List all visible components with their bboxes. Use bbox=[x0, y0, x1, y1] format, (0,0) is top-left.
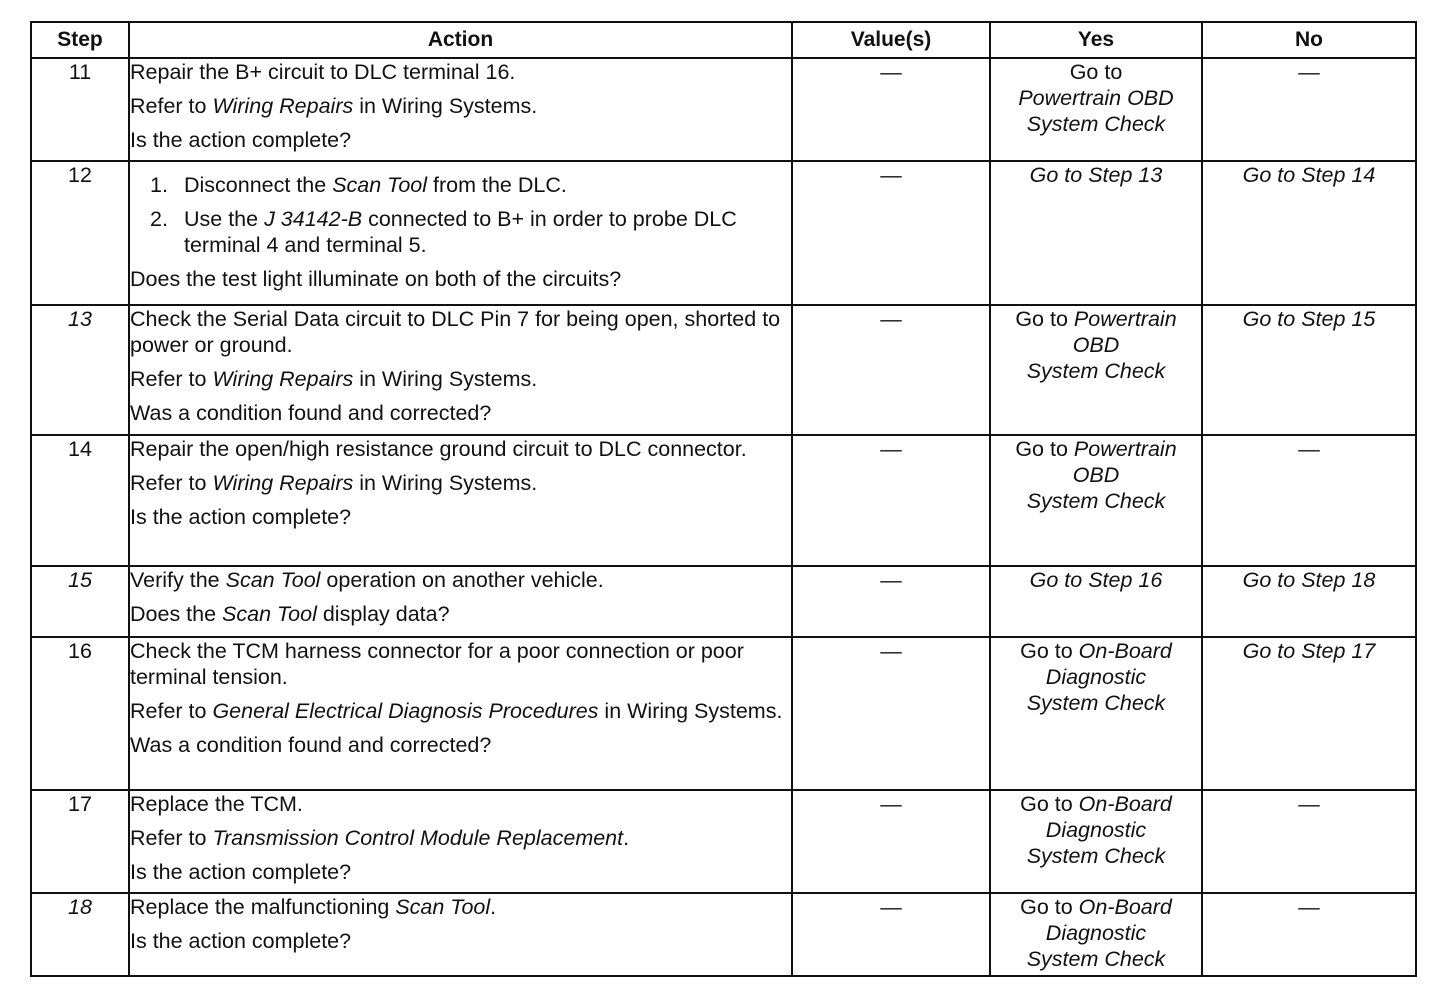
action-text: Refer to Wiring Repairs in Wiring Systems. bbox=[130, 367, 538, 391]
list-text: Use the J 34142-B connected to B+ in order to probe DLC terminal 4 and terminal 5. bbox=[184, 207, 737, 257]
italic-ref: On-Board bbox=[1078, 639, 1172, 663]
action-cell bbox=[129, 893, 792, 976]
italic-ref: System Check bbox=[1026, 844, 1166, 868]
action-text: Refer to Transmission Control Module Replacement. bbox=[130, 826, 630, 850]
italic-ref: Diagnostic bbox=[1045, 921, 1147, 945]
italic-ref: System Check bbox=[1026, 112, 1166, 136]
italic-ref: Diagnostic bbox=[1045, 818, 1147, 842]
header-values: Value(s) bbox=[792, 22, 990, 58]
yes-text bbox=[991, 817, 1201, 843]
no-cell: — bbox=[1202, 893, 1416, 976]
action-text: Refer to Wiring Repairs in Wiring Systems. bbox=[130, 94, 538, 118]
list-number: 2. bbox=[150, 207, 168, 231]
yes-text bbox=[991, 567, 1201, 593]
italic-ref: Go to Step 16 bbox=[1029, 568, 1163, 592]
italic-ref: Go to Step 13 bbox=[1029, 163, 1163, 187]
yes-text bbox=[991, 358, 1201, 384]
no-text: Go to Step 14 bbox=[1242, 163, 1376, 187]
action-cell bbox=[129, 58, 792, 161]
yes-text: Go to Powertrain bbox=[1015, 307, 1177, 331]
yes-cell bbox=[990, 637, 1202, 790]
value-cell: — bbox=[792, 566, 990, 637]
table-row bbox=[31, 566, 1416, 637]
yes-text bbox=[991, 162, 1201, 188]
italic-ref: OBD bbox=[1072, 463, 1120, 487]
italic-ref: System Check bbox=[1026, 489, 1166, 513]
table-row bbox=[31, 58, 1416, 161]
value-cell: — bbox=[792, 893, 990, 976]
no-text: Go to Step 18 bbox=[1242, 568, 1376, 592]
step-cell: 11 bbox=[31, 58, 129, 161]
yes-text bbox=[991, 111, 1201, 137]
action-text: Repair the open/high resistance ground circuit to DLC connector. bbox=[130, 437, 747, 461]
value-cell: — bbox=[792, 58, 990, 161]
italic-ref: Powertrain bbox=[1073, 307, 1177, 331]
italic-ref: J 34142-B bbox=[264, 207, 363, 231]
yes-cell bbox=[990, 790, 1202, 893]
yes-text bbox=[991, 85, 1201, 111]
italic-ref: System Check bbox=[1026, 691, 1166, 715]
table-row bbox=[31, 893, 1416, 976]
action-text: Does the test light illuminate on both of the circuits? bbox=[130, 267, 622, 291]
no-cell bbox=[1202, 161, 1416, 305]
italic-ref: Scan Tool bbox=[332, 173, 428, 197]
italic-ref: Diagnostic bbox=[1045, 665, 1147, 689]
value-cell: — bbox=[792, 305, 990, 435]
yes-text bbox=[991, 946, 1201, 972]
step-cell: 18 bbox=[31, 893, 129, 976]
table-row bbox=[31, 790, 1416, 893]
yes-text bbox=[991, 920, 1201, 946]
italic-ref: Wiring Repairs bbox=[212, 94, 354, 118]
action-text: Is the action complete? bbox=[130, 860, 352, 884]
action-text: Refer to General Electrical Diagnosis Procedures in Wiring Systems. bbox=[130, 699, 783, 723]
value-cell: — bbox=[792, 790, 990, 893]
action-text: Was a condition found and corrected? bbox=[130, 733, 492, 757]
yes-cell bbox=[990, 58, 1202, 161]
step-cell: 14 bbox=[31, 435, 129, 566]
no-cell: — bbox=[1202, 58, 1416, 161]
italic-ref: OBD bbox=[1072, 333, 1120, 357]
header-no: No bbox=[1202, 22, 1416, 58]
yes-text bbox=[991, 462, 1201, 488]
no-cell bbox=[1202, 566, 1416, 637]
action-text: Is the action complete? bbox=[130, 128, 352, 152]
italic-ref: System Check bbox=[1026, 359, 1166, 383]
no-text: Go to Step 17 bbox=[1242, 639, 1376, 663]
action-cell bbox=[129, 790, 792, 893]
action-text: Verify the Scan Tool operation on another vehicle. bbox=[130, 568, 604, 592]
list-item bbox=[130, 206, 791, 258]
header-action: Action bbox=[129, 22, 792, 58]
step-cell: 17 bbox=[31, 790, 129, 893]
table-row bbox=[31, 305, 1416, 435]
italic-ref: Wiring Repairs bbox=[212, 471, 354, 495]
yes-cell bbox=[990, 893, 1202, 976]
step-cell: 16 bbox=[31, 637, 129, 790]
italic-ref: System Check bbox=[1026, 947, 1166, 971]
action-text: Refer to Wiring Repairs in Wiring Systems. bbox=[130, 471, 538, 495]
header-row bbox=[31, 22, 1416, 58]
action-text: Check the TCM harness connector for a poor connection or poor terminal tension. bbox=[130, 639, 744, 689]
no-cell: — bbox=[1202, 435, 1416, 566]
no-cell: — bbox=[1202, 790, 1416, 893]
yes-cell bbox=[990, 161, 1202, 305]
action-text: Check the Serial Data circuit to DLC Pin 7 for being open, shorted to power or ground. bbox=[130, 307, 781, 357]
yes-text bbox=[991, 690, 1201, 716]
action-cell bbox=[129, 161, 792, 305]
action-text: Was a condition found and corrected? bbox=[130, 401, 492, 425]
step-cell: 12 bbox=[31, 161, 129, 305]
yes-text: Go to On-Board bbox=[1020, 792, 1172, 816]
action-cell bbox=[129, 637, 792, 790]
yes-text bbox=[991, 488, 1201, 514]
action-text: Replace the TCM. bbox=[130, 792, 303, 816]
yes-text bbox=[991, 664, 1201, 690]
list-number: 1. bbox=[150, 173, 168, 197]
list-text: Disconnect the Scan Tool from the DLC. bbox=[184, 173, 567, 197]
italic-ref: Wiring Repairs bbox=[212, 367, 354, 391]
table-row bbox=[31, 637, 1416, 790]
table-row bbox=[31, 161, 1416, 305]
no-text: Go to Step 15 bbox=[1242, 307, 1376, 331]
action-cell bbox=[129, 566, 792, 637]
table-body bbox=[31, 58, 1416, 976]
yes-text: Go to On-Board bbox=[1020, 895, 1172, 919]
italic-ref: Scan Tool bbox=[222, 602, 317, 626]
yes-text: Go to Powertrain bbox=[1015, 437, 1177, 461]
italic-ref: On-Board bbox=[1078, 792, 1172, 816]
list-item bbox=[130, 172, 791, 198]
italic-ref: Scan Tool bbox=[225, 568, 321, 592]
yes-text: Go to On-Board bbox=[1020, 639, 1172, 663]
action-cell bbox=[129, 435, 792, 566]
step-cell: 13 bbox=[31, 305, 129, 435]
header-yes: Yes bbox=[990, 22, 1202, 58]
italic-ref: On-Board bbox=[1078, 895, 1172, 919]
value-cell: — bbox=[792, 435, 990, 566]
italic-ref: Transmission Control Module Replacement bbox=[212, 826, 624, 850]
yes-cell bbox=[990, 305, 1202, 435]
yes-cell bbox=[990, 566, 1202, 637]
value-cell: — bbox=[792, 161, 990, 305]
action-text: Replace the malfunctioning Scan Tool. bbox=[130, 895, 497, 919]
yes-text bbox=[991, 332, 1201, 358]
yes-cell bbox=[990, 435, 1202, 566]
diagnostic-table bbox=[30, 21, 1417, 977]
header-step: Step bbox=[31, 22, 129, 58]
action-cell bbox=[129, 305, 792, 435]
italic-ref: Powertrain OBD bbox=[1018, 86, 1174, 110]
yes-text: Go to bbox=[1069, 60, 1123, 84]
no-cell bbox=[1202, 305, 1416, 435]
table-row bbox=[31, 435, 1416, 566]
italic-ref: General Electrical Diagnosis Procedures bbox=[212, 699, 599, 723]
action-text: Is the action complete? bbox=[130, 505, 352, 529]
yes-text bbox=[991, 843, 1201, 869]
action-text: Repair the B+ circuit to DLC terminal 16. bbox=[130, 60, 516, 84]
action-text: Does the Scan Tool display data? bbox=[130, 602, 450, 626]
italic-ref: Powertrain bbox=[1073, 437, 1177, 461]
italic-ref: Scan Tool bbox=[395, 895, 491, 919]
step-cell: 15 bbox=[31, 566, 129, 637]
no-cell bbox=[1202, 637, 1416, 790]
action-text: Is the action complete? bbox=[130, 929, 352, 953]
value-cell: — bbox=[792, 637, 990, 790]
